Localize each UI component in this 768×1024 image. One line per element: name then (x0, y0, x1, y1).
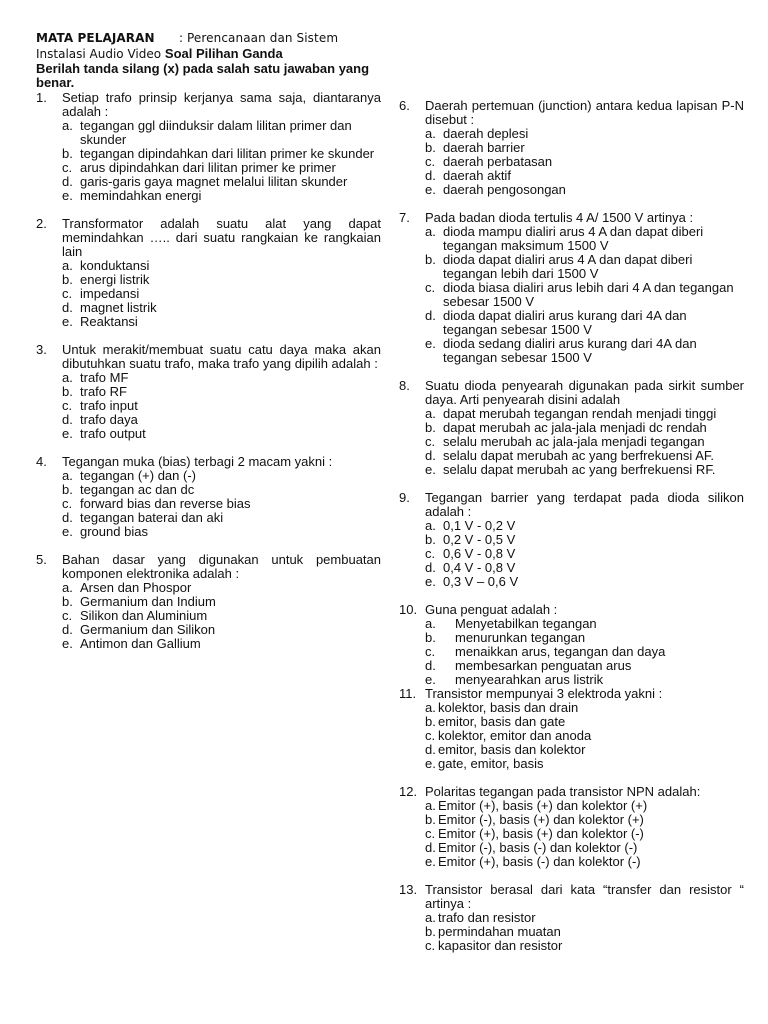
option-text: selalu dapat merubah ac yang berfrekuensi AF. (443, 448, 715, 463)
option-letter: d. (62, 622, 73, 637)
option-text: dapat merubah ac jala-jala menjadi dc rendah (443, 420, 707, 435)
question-text: Transistor berasal dari kata “transfer dan resistor “ artinya : (425, 882, 744, 911)
option-text: Emitor (-), basis (-) dan kolektor (-) (438, 840, 638, 855)
option-letter: e. (62, 524, 73, 539)
option-e[interactable] (62, 315, 381, 329)
option-letter: b. (62, 272, 73, 287)
option-b[interactable] (425, 533, 744, 547)
option-text: garis-garis gaya magnet melalui lilitan skunder (80, 174, 348, 189)
question-text: Tegangan muka (bias) terbagi 2 macam yakni : (62, 454, 333, 469)
question-5 (36, 553, 381, 651)
instruction: Berilah tanda silang (x) pada salah satu jawaban yang benar. (36, 61, 370, 90)
question-number: 9. (399, 490, 410, 505)
option-letter: a. (62, 258, 73, 273)
question-text: Pada badan dioda tertulis 4 A/ 1500 V artinya : (425, 210, 694, 225)
option-letter: c. (62, 398, 73, 413)
option-d[interactable] (62, 301, 381, 315)
option-text: Antimon dan Gallium (80, 636, 201, 651)
option-d[interactable] (425, 743, 744, 757)
option-d[interactable] (425, 841, 744, 855)
option-letter: b. (425, 252, 436, 267)
option-text: dapat merubah tegangan rendah menjadi tinggi (443, 406, 717, 421)
option-e[interactable] (425, 757, 744, 771)
option-letter: c. (62, 160, 73, 175)
option-letter: d. (425, 658, 436, 673)
option-text: menaikkan arus, tegangan dan daya (455, 644, 666, 659)
option-c[interactable] (425, 827, 744, 841)
option-text: tegangan ac dan dc (80, 482, 195, 497)
question-number: 6. (399, 98, 410, 113)
option-letter: d. (425, 840, 436, 855)
option-text: membesarkan penguatan arus (455, 658, 632, 673)
option-letter: c. (62, 496, 73, 511)
question-text: Transistor mempunyai 3 elektroda yakni : (425, 686, 663, 701)
option-letter: e. (62, 314, 73, 329)
option-letter: d. (425, 168, 436, 183)
option-a[interactable] (425, 799, 744, 813)
option-text: ground bias (80, 524, 148, 539)
option-a[interactable] (62, 119, 381, 147)
option-e[interactable] (425, 337, 744, 365)
option-e[interactable] (62, 637, 381, 651)
question-number: 7. (399, 210, 410, 225)
question-11 (399, 687, 744, 771)
option-text: dioda biasa dialiri arus lebih dari 4 A dan tegangan sebesar 1500 V (443, 280, 734, 309)
option-text: trafo output (80, 426, 146, 441)
option-text: trafo input (80, 398, 138, 413)
option-c[interactable] (425, 645, 744, 659)
question-1 (36, 91, 381, 203)
option-c[interactable] (425, 729, 744, 743)
question-text: Untuk merakit/membuat suatu catu daya maka akan dibutuhkan suatu trafo, maka trafo yang dipilih adalah : (62, 342, 381, 371)
option-text: emitor, basis dan gate (438, 714, 566, 729)
option-d[interactable] (62, 511, 381, 525)
option-e[interactable] (425, 673, 744, 687)
option-e[interactable] (62, 525, 381, 539)
option-letter: c. (425, 434, 436, 449)
option-d[interactable] (425, 449, 744, 463)
question-text: Transformator adalah suatu alat yang dapat memindahkan ….. dari suatu rangkaian ke rangkaian lain (62, 216, 381, 259)
question-number: 13. (399, 882, 418, 897)
question-number: 1. (36, 90, 47, 105)
option-b[interactable] (425, 813, 744, 827)
option-text: arus dipindahkan dari lilitan primer ke primer (80, 160, 336, 175)
option-b[interactable] (62, 147, 381, 161)
option-a[interactable] (62, 371, 381, 385)
option-letter: d. (425, 560, 436, 575)
option-letter: b. (425, 420, 436, 435)
question-9 (399, 491, 744, 589)
option-text: 0,4 V - 0,8 V (443, 560, 516, 575)
option-text: Emitor (+), basis (-) dan kolektor (-) (438, 854, 641, 869)
option-c[interactable] (62, 161, 381, 175)
question-number: 2. (36, 216, 47, 231)
option-a[interactable] (62, 259, 381, 273)
option-b[interactable] (62, 385, 381, 399)
question-number: 4. (36, 454, 47, 469)
question-2 (36, 217, 381, 329)
question-text: Bahan dasar yang digunakan untuk pembuatan komponen elektronika adalah : (62, 552, 381, 581)
option-text: memindahkan energi (80, 188, 202, 203)
option-text: kolektor, emitor dan anoda (438, 728, 592, 743)
option-b[interactable] (62, 273, 381, 287)
option-letter: e. (425, 672, 436, 687)
question-6 (399, 99, 744, 197)
option-text: 0,2 V - 0,5 V (443, 532, 516, 547)
question-8 (399, 379, 744, 477)
option-letter: e. (62, 426, 73, 441)
option-letter: c. (425, 154, 436, 169)
question-number: 10. (399, 602, 418, 617)
option-text: selalu merubah ac jala-jala menjadi tegangan (443, 434, 705, 449)
option-letter: a. (62, 580, 73, 595)
option-d[interactable] (62, 175, 381, 189)
option-e[interactable] (425, 463, 744, 477)
option-d[interactable] (62, 623, 381, 637)
option-e[interactable] (62, 189, 381, 203)
option-b[interactable] (62, 595, 381, 609)
option-letter: a. (425, 224, 436, 239)
option-letter: a. (62, 370, 73, 385)
option-letter: a. (425, 126, 436, 141)
option-a[interactable] (62, 469, 381, 483)
subject-line (36, 30, 376, 46)
option-letter: b. (425, 140, 436, 155)
option-letter: b. (425, 812, 436, 827)
option-d[interactable] (62, 413, 381, 427)
option-text: Emitor (+), basis (+) dan kolektor (-) (438, 826, 644, 841)
option-text: daerah barrier (443, 140, 525, 155)
question-7 (399, 211, 744, 365)
option-text: Germanium dan Silikon (80, 622, 216, 637)
option-text: 0,3 V – 0,6 V (443, 574, 519, 589)
option-text: trafo daya (80, 412, 138, 427)
option-c[interactable] (425, 155, 744, 169)
option-b[interactable] (425, 715, 744, 729)
option-letter: a. (425, 700, 436, 715)
option-letter: e. (425, 336, 436, 351)
question-12 (399, 785, 744, 869)
option-text: 0,1 V - 0,2 V (443, 518, 516, 533)
option-text: forward bias dan reverse bias (80, 496, 251, 511)
option-d[interactable] (425, 169, 744, 183)
option-text: Arsen dan Phospor (80, 580, 192, 595)
option-letter: e. (425, 462, 436, 477)
option-letter: a. (62, 468, 73, 483)
option-a[interactable] (425, 225, 744, 253)
option-text: 0,6 V - 0,8 V (443, 546, 516, 561)
question-text: Tegangan barrier yang terdapat pada dioda silikon adalah : (425, 490, 744, 519)
option-c[interactable] (62, 609, 381, 623)
option-letter: a. (425, 406, 436, 421)
option-text: tegangan ggl diinduksir dalam lilitan primer dan skunder (80, 118, 352, 147)
question-number: 8. (399, 378, 410, 393)
option-letter: d. (62, 174, 73, 189)
option-text: energi listrik (80, 272, 150, 287)
option-c[interactable] (425, 547, 744, 561)
option-letter: a. (425, 910, 436, 925)
option-text: daerah pengosongan (443, 182, 566, 197)
question-text: Daerah pertemuan (junction) antara kedua lapisan P-N disebut : (425, 98, 744, 127)
option-text: Menyetabilkan tegangan (455, 616, 597, 631)
option-c[interactable] (62, 399, 381, 413)
option-letter: c. (425, 280, 436, 295)
option-text: dioda dapat dialiri arus 4 A dan dapat diberi tegangan lebih dari 1500 V (443, 252, 693, 281)
right-column (399, 99, 744, 967)
option-letter: b. (425, 532, 436, 547)
option-text: selalu dapat merubah ac yang berfrekuensi RF. (443, 462, 716, 477)
question-4 (36, 455, 381, 539)
question-text: Polaritas tegangan pada transistor NPN adalah: (425, 784, 701, 799)
option-c[interactable] (62, 287, 381, 301)
question-13 (399, 883, 744, 953)
option-e[interactable] (62, 427, 381, 441)
option-text: menurunkan tegangan (455, 630, 586, 645)
option-letter: d. (425, 448, 436, 463)
option-text: gate, emitor, basis (438, 756, 544, 771)
option-letter: c. (425, 644, 436, 659)
option-c[interactable] (425, 281, 744, 309)
option-b[interactable] (425, 631, 744, 645)
option-e[interactable] (425, 183, 744, 197)
option-b[interactable] (425, 141, 744, 155)
option-letter: b. (62, 594, 73, 609)
option-a[interactable] (425, 127, 744, 141)
option-letter: a. (425, 518, 436, 533)
question-number: 12. (399, 784, 418, 799)
question-number: 3. (36, 342, 47, 357)
question-text: Guna penguat adalah : (425, 602, 558, 617)
option-d[interactable] (425, 659, 744, 673)
subject-value: : Perencanaan dan Sistem (178, 31, 339, 45)
option-c[interactable] (425, 435, 744, 449)
subject-value-cont: Instalasi Audio Video (36, 47, 162, 61)
question-3 (36, 343, 381, 441)
option-text: Emitor (+), basis (+) dan kolektor (+) (438, 798, 648, 813)
option-letter: c. (425, 728, 436, 743)
option-b[interactable] (425, 421, 744, 435)
option-text: trafo MF (80, 370, 129, 385)
question-number: 11. (399, 686, 417, 701)
option-letter: c. (425, 826, 436, 841)
option-letter: e. (425, 182, 436, 197)
option-a[interactable] (425, 407, 744, 421)
option-letter: c. (62, 286, 73, 301)
option-letter: e. (62, 188, 73, 203)
option-letter: d. (62, 412, 73, 427)
option-text: trafo RF (80, 384, 127, 399)
subject-line-cont (36, 46, 376, 62)
question-10 (399, 603, 744, 687)
option-text: tegangan (+) dan (-) (80, 468, 196, 483)
option-text: emitor, basis dan kolektor (438, 742, 586, 757)
question-number: 5. (36, 552, 47, 567)
option-b[interactable] (425, 253, 744, 281)
question-text: Suatu dioda penyearah digunakan pada sirkit sumber daya. Arti penyearah disini adalah (425, 378, 744, 407)
option-text: dioda dapat dialiri arus kurang dari 4A dan tegangan sebesar 1500 V (443, 308, 687, 337)
option-letter: b. (425, 714, 436, 729)
option-letter: e. (62, 636, 73, 651)
option-text: Silikon dan Aluminium (80, 608, 208, 623)
question-text: Setiap trafo prinsip kerjanya sama saja, diantaranya adalah : (62, 90, 381, 119)
option-text: Reaktansi (80, 314, 138, 329)
option-text: magnet listrik (80, 300, 157, 315)
option-a[interactable] (425, 911, 744, 925)
option-letter: d. (425, 308, 436, 323)
option-letter: b. (62, 482, 73, 497)
section-title: Soal Pilihan Ganda (164, 46, 283, 61)
option-text: daerah deplesi (443, 126, 529, 141)
option-letter: a. (425, 616, 436, 631)
option-letter: e. (425, 756, 436, 771)
option-letter: b. (62, 384, 73, 399)
option-letter: a. (62, 118, 73, 133)
option-letter: a. (425, 798, 436, 813)
option-e[interactable] (425, 855, 744, 869)
option-e[interactable] (425, 575, 744, 589)
option-letter: c. (425, 938, 436, 953)
option-letter: b. (62, 146, 73, 161)
option-letter: e. (425, 854, 436, 869)
option-text: dioda sedang dialiri arus kurang dari 4A dan tegangan sebesar 1500 V (443, 336, 697, 365)
option-letter: c. (62, 608, 73, 623)
option-b[interactable] (425, 925, 744, 939)
option-letter: d. (62, 300, 73, 315)
option-text: Emitor (-), basis (+) dan kolektor (+) (438, 812, 644, 827)
option-c[interactable] (425, 939, 744, 953)
option-text: impedansi (80, 286, 140, 301)
option-d[interactable] (425, 309, 744, 337)
option-a[interactable] (425, 519, 744, 533)
option-b[interactable] (62, 483, 381, 497)
option-letter: c. (425, 546, 436, 561)
option-text: tegangan baterai dan aki (80, 510, 224, 525)
option-text: dioda mampu dialiri arus 4 A dan dapat diberi tegangan maksimum 1500 V (443, 224, 704, 253)
option-text: Germanium dan Indium (80, 594, 216, 609)
option-a[interactable] (425, 617, 744, 631)
option-text: permindahan muatan (438, 924, 561, 939)
option-text: tegangan dipindahkan dari lilitan primer ke skunder (80, 146, 375, 161)
option-letter: d. (425, 742, 436, 757)
option-text: menyearahkan arus listrik (455, 672, 604, 687)
option-text: daerah aktif (443, 168, 511, 183)
option-letter: b. (425, 630, 436, 645)
option-letter: b. (425, 924, 436, 939)
option-letter: d. (62, 510, 73, 525)
option-c[interactable] (62, 497, 381, 511)
subject-label: MATA PELAJARAN (36, 31, 155, 45)
option-text: trafo dan resistor (438, 910, 536, 925)
option-d[interactable] (425, 561, 744, 575)
option-letter: e. (425, 574, 436, 589)
left-column (36, 91, 381, 665)
option-a[interactable] (62, 581, 381, 595)
option-text: daerah perbatasan (443, 154, 553, 169)
option-text: konduktansi (80, 258, 150, 273)
option-text: kolektor, basis dan drain (438, 700, 579, 715)
option-text: kapasitor dan resistor (438, 938, 563, 953)
option-a[interactable] (425, 701, 744, 715)
